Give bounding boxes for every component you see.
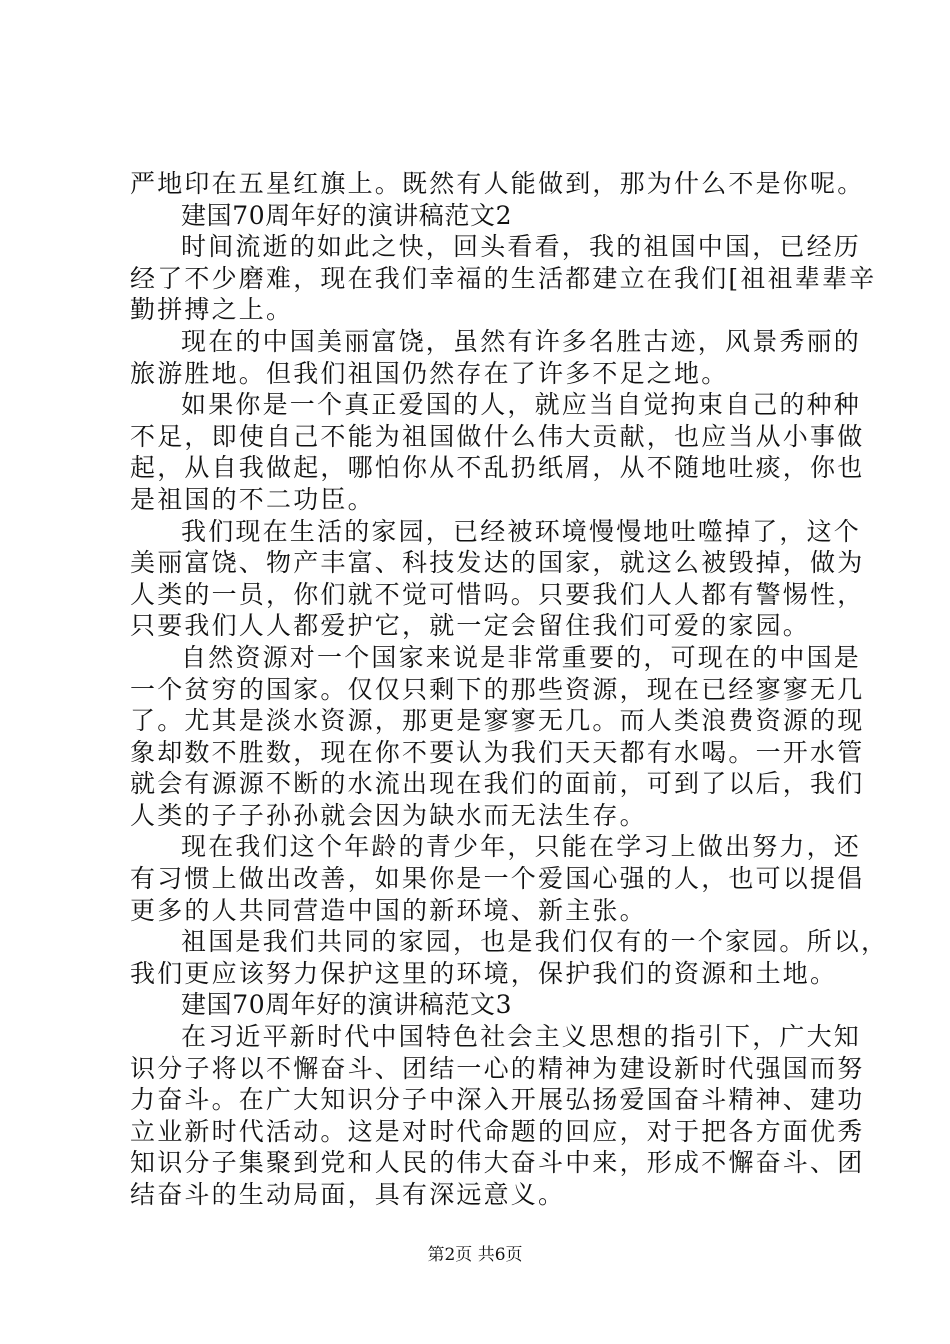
text-line: 勤拼搏之上。	[130, 295, 294, 325]
text-line: 时间流逝的如此之快，回头看看，我的祖国中国，已经历	[181, 232, 862, 262]
text-line: 知识分子集聚到党和人民的伟大奋斗中来，形成不懈奋斗、团	[130, 1148, 865, 1178]
section-heading: 建国70周年好的演讲稿范文2	[181, 200, 513, 230]
text-line: 是祖国的不二功臣。	[130, 484, 375, 514]
text-line: 我们更应该努力保护这里的环境，保护我们的资源和土地。	[130, 958, 838, 988]
text-line: 现在我们这个年龄的青少年，只能在学习上做出努力，还	[181, 832, 862, 862]
text-line: 经了不少磨难，现在我们幸福的生活都建立在我们[祖祖辈辈辛	[130, 263, 877, 293]
text-line: 起，从自我做起，哪怕你从不乱扔纸屑，从不随地吐痰，你也	[130, 453, 865, 483]
text-line: 更多的人共同营造中国的新环境、新主张。	[130, 895, 647, 925]
text-line: 只要我们人人都爱护它，就一定会留住我们可爱的家园。	[130, 611, 811, 641]
text-line: 我们现在生活的家园，已经被环境慢慢地吐噬掉了，这个	[181, 516, 862, 546]
text-line: 立业新时代活动。这是对时代命题的回应，对于把各方面优秀	[130, 1116, 865, 1146]
text-line: 祖国是我们共同的家园，也是我们仅有的一个家园。所以，	[181, 927, 889, 957]
text-line: 象却数不胜数，现在你不要认为我们天天都有水喝。一开水管	[130, 737, 865, 767]
text-line: 一个贫穷的国家。仅仅只剩下的那些资源，现在已经寥寥无几	[130, 674, 865, 704]
text-line: 不足，即使自己不能为祖国做什么伟大贡献，也应当从小事做	[130, 421, 865, 451]
text-line: 人类的一员，你们就不觉可惜吗。只要我们人人都有警惕性，	[130, 579, 865, 609]
text-line: 就会有源源不断的水流出现在我们的面前，可到了以后，我们	[130, 769, 865, 799]
section-heading: 建国70周年好的演讲稿范文3	[181, 990, 513, 1020]
text-line: 美丽富饶、物产丰富、科技发达的国家，就这么被毁掉，做为	[130, 548, 865, 578]
text-line: 在习近平新时代中国特色社会主义思想的指引下，广大知	[181, 1022, 862, 1052]
text-line: 如果你是一个真正爱国的人，就应当自觉拘束自己的种种	[181, 390, 862, 420]
text-line: 识分子将以不懈奋斗、团结一心的精神为建设新时代强国而努	[130, 1053, 865, 1083]
text-line: 严地印在五星红旗上。既然有人能做到，那为什么不是你呢。	[130, 169, 865, 198]
text-line: 有习惯上做出改善，如果你是一个爱国心强的人，也可以提倡	[130, 864, 865, 894]
text-line: 结奋斗的生动局面，具有深远意义。	[130, 1180, 566, 1209]
text-line: 了。尤其是淡水资源，那更是寥寥无几。而人类浪费资源的现	[130, 706, 865, 736]
page-footer: 第2页 共6页	[427, 1245, 523, 1265]
document-body	[130, 168, 889, 1211]
text-line: 旅游胜地。但我们祖国仍然存在了许多不足之地。	[130, 358, 729, 388]
text-line: 人类的子子孙孙就会因为缺水而无法生存。	[130, 800, 647, 830]
text-line: 力奋斗。在广大知识分子中深入开展弘扬爱国奋斗精神、建功	[130, 1085, 865, 1115]
text-line: 自然资源对一个国家来说是非常重要的，可现在的中国是	[181, 642, 862, 672]
text-line: 现在的中国美丽富饶，虽然有许多名胜古迹，风景秀丽的	[181, 326, 862, 356]
